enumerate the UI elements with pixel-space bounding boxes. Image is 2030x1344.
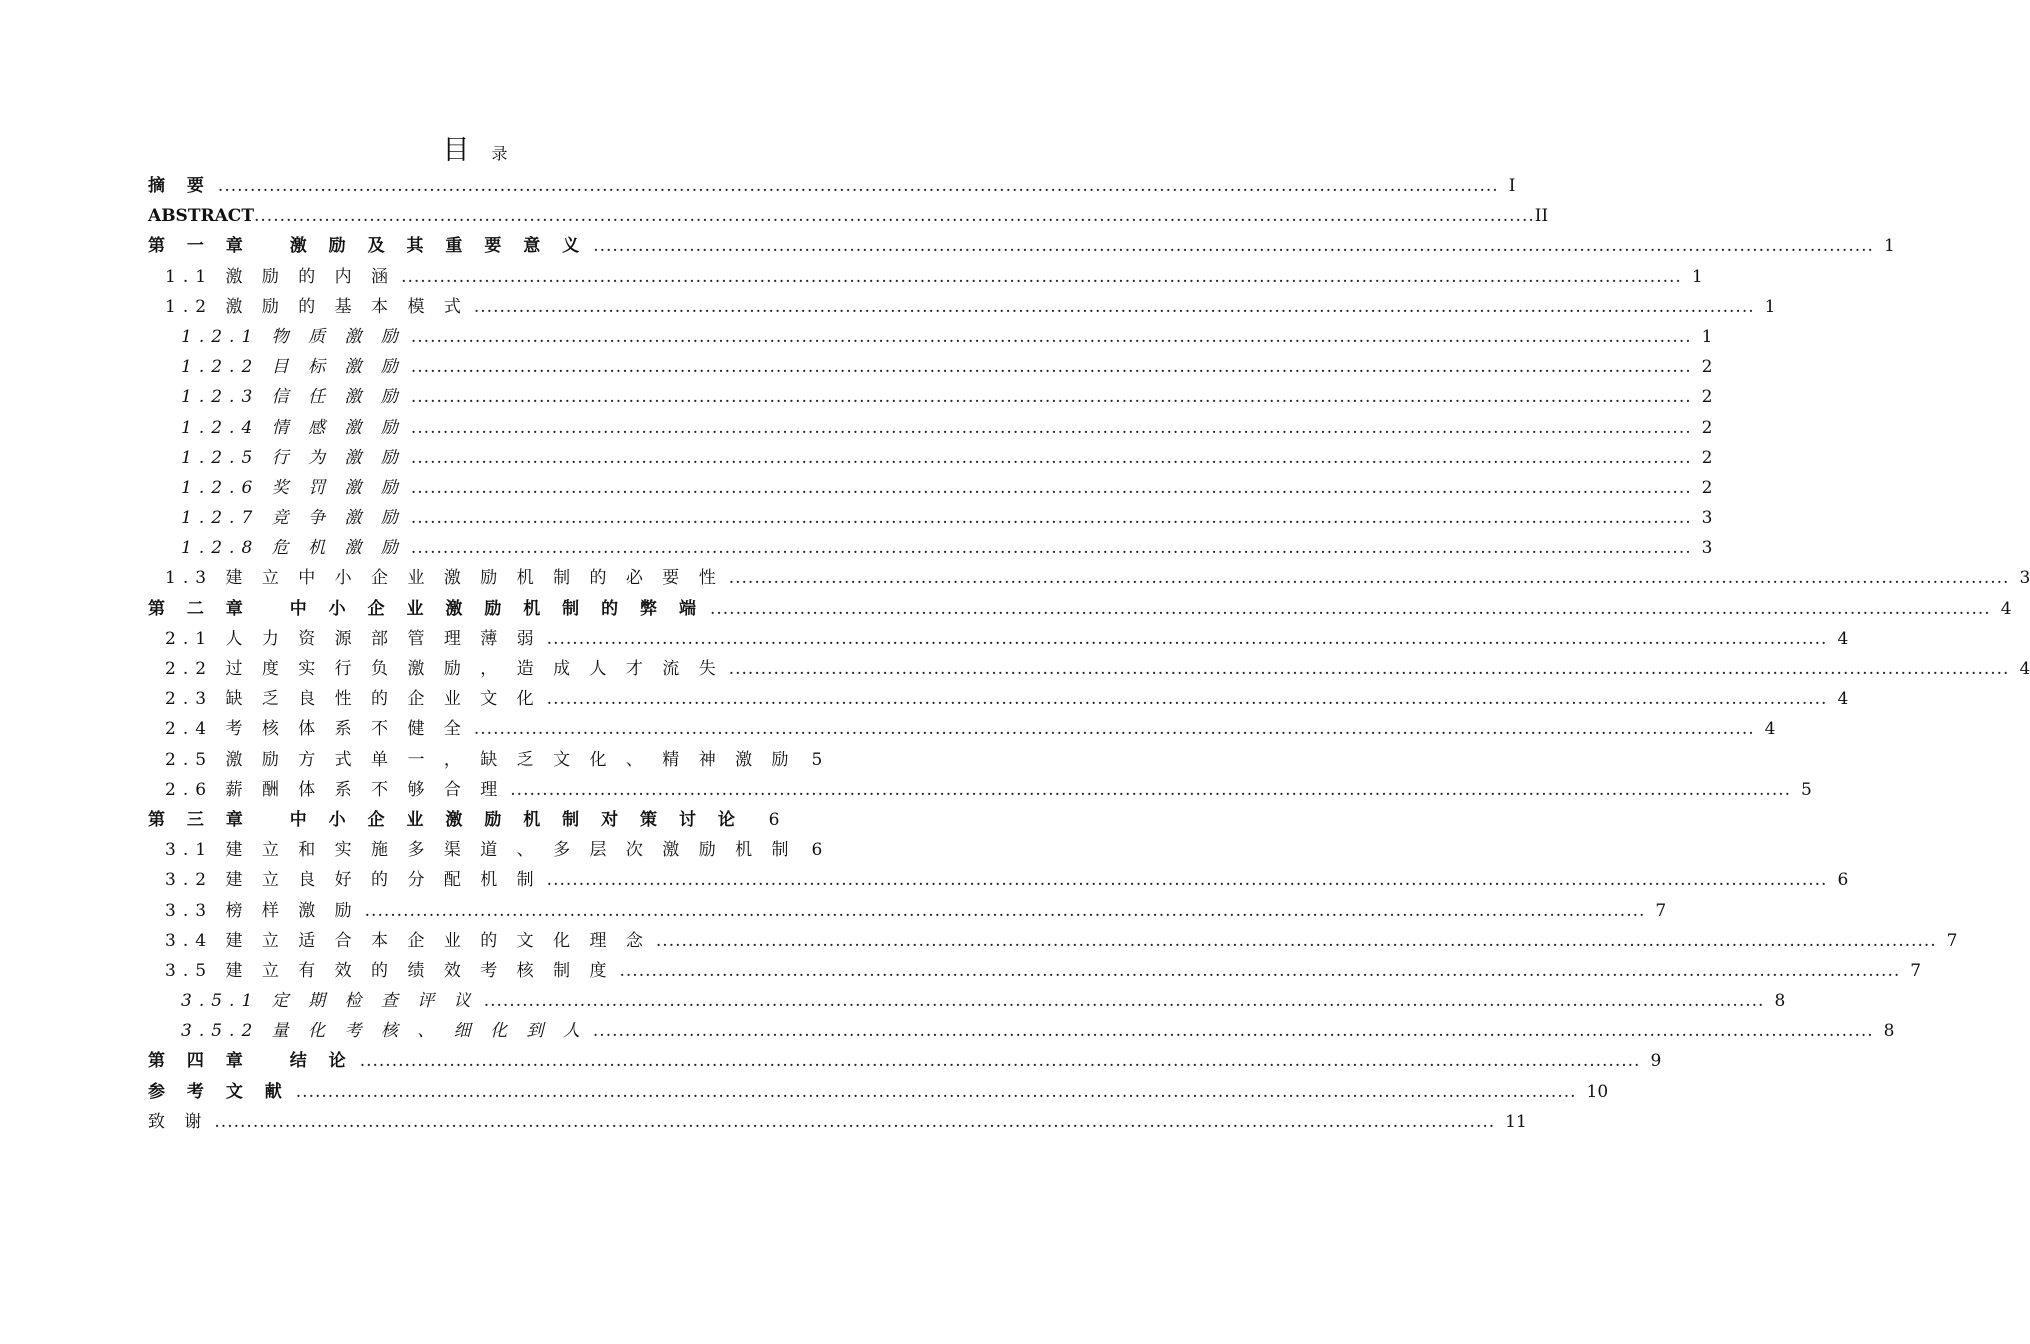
toc-leader-dots: ........................................................................................................................................................................................................: [593, 236, 1874, 257]
toc-entry-label: 1.2.2 目 标 激 励: [181, 357, 405, 378]
toc-entry[interactable]: [148, 322, 1713, 352]
toc-leader-dots: ........................................................................................................................................................................................................: [217, 176, 1499, 196]
toc-entry[interactable]: [148, 986, 1786, 1016]
toc-entry-label: 3.4 建 立 适 合 本 企 业 的 文 化 理 念: [165, 930, 650, 951]
toc-entry-label: 3.1 建 立 和 实 施 多 渠 道 、 多 层 次 激 励 机 制: [165, 840, 796, 861]
toc-entry-label: 1.2 激 励 的 基 本 模 式: [165, 296, 468, 317]
toc-entry-label: 1.2.7 竞 争 激 励: [181, 508, 405, 529]
toc-leader-dots: ........................................................................................................................................................................................................: [410, 508, 1692, 529]
toc-entry-page: 7: [1655, 900, 1667, 921]
toc-entry-label: 参 考 文 献: [148, 1081, 290, 1102]
toc-leader-dots: ........................................................................................................................................................................................................: [364, 900, 1646, 921]
toc-entry-label: 2.2 过 度 实 行 负 激 励 ， 造 成 人 才 流 失: [165, 659, 723, 679]
toc-entry[interactable]: [148, 654, 2030, 684]
toc-entry-page: 6: [811, 840, 823, 861]
toc-leader-dots: ........................................................................................................................................................................................................: [546, 628, 1828, 649]
toc-entry-label: 1.1 激 励 的 内 涵: [165, 266, 396, 287]
toc-entry[interactable]: [148, 413, 1713, 443]
toc-entry-page: 5: [1801, 779, 1812, 800]
toc-entry[interactable]: [148, 775, 1812, 805]
toc-entry-label: 3.5.2 量 化 考 核 、 细 化 到 人: [181, 1021, 587, 1042]
toc-title: [0, 128, 950, 167]
toc-entry-page: I: [1508, 176, 1516, 196]
toc-entry[interactable]: [148, 171, 1516, 201]
toc-leader-dots: ........................................................................................................................................................................................................: [510, 779, 1792, 800]
toc-leader-dots: ........................................................................................................................................................................................................: [728, 659, 2010, 679]
toc-leader-dots: ........................................................................................................................................................................................................: [546, 870, 1828, 891]
toc-entry[interactable]: [148, 231, 1895, 261]
toc-leader-dots: ........................................................................................................................................................................................................: [410, 538, 1692, 559]
toc-entry[interactable]: [148, 714, 1776, 744]
toc-leader-dots: ........................................................................................................................................................................................................: [410, 447, 1692, 468]
toc-title-main: 目: [442, 135, 470, 166]
toc-entry-page: 1: [1764, 296, 1776, 317]
toc-leader-dots: ........................................................................................................................................................................................................: [473, 296, 1755, 317]
toc-entry[interactable]: [148, 805, 788, 835]
toc-entry-label: 3.5 建 立 有 效 的 绩 效 考 核 制 度: [165, 960, 614, 981]
toc-entry-page: 2: [1701, 477, 1713, 498]
toc-entry[interactable]: [148, 1107, 1527, 1137]
toc-entry[interactable]: [148, 624, 1849, 654]
toc-leader-dots: ........................................................................................................................................................................................................: [253, 206, 1535, 227]
toc-entry[interactable]: [148, 201, 1549, 231]
toc-entry[interactable]: [148, 1046, 1662, 1076]
toc-leader-dots: ........................................................................................................................................................................................................: [410, 387, 1692, 408]
toc-entry-page: 8: [1774, 991, 1786, 1012]
toc-entry[interactable]: [148, 1077, 1609, 1107]
toc-entry[interactable]: [148, 473, 1713, 503]
toc-entry[interactable]: [148, 956, 1922, 986]
toc-entry-page: 3: [2019, 568, 2030, 589]
toc-leader-dots: ........................................................................................................................................................................................................: [410, 326, 1692, 347]
toc-entry-page: 4: [2000, 598, 2012, 619]
toc-entry-page: 8: [1883, 1021, 1895, 1042]
toc-leader-dots: ........................................................................................................................................................................................................: [619, 960, 1901, 981]
toc-entry-label: 第 一 章 激 励 及 其 重 要 意 义: [148, 236, 588, 257]
toc-entry[interactable]: [148, 262, 1703, 292]
toc-entry-label: 1.2.6 奖 罚 激 励: [181, 477, 405, 498]
toc-entry-label: 2.6 薪 酬 体 系 不 够 合 理: [165, 779, 505, 800]
toc-entry[interactable]: [148, 533, 1713, 563]
toc-entry[interactable]: [148, 352, 1713, 382]
toc-entry[interactable]: [148, 684, 1849, 714]
toc-entry-page: 10: [1586, 1081, 1609, 1102]
toc-entry[interactable]: [148, 896, 1667, 926]
toc-entry-label: 1.2.5 行 为 激 励: [181, 447, 405, 468]
toc-entry-page: 7: [1910, 960, 1922, 981]
toc-entry-label: 2.5 激 励 方 式 单 一 ， 缺 乏 文 化 、 精 神 激 励: [165, 749, 796, 770]
toc-entry[interactable]: [148, 926, 1958, 956]
toc-entry-page: 4: [1764, 719, 1776, 740]
toc-entry-page: 1: [1883, 236, 1895, 257]
toc-entry-page: 3: [1701, 538, 1713, 559]
table-of-contents: [148, 171, 2030, 1137]
toc-entry-page: 1: [1691, 266, 1703, 287]
toc-entry-label: 2.3 缺 乏 良 性 的 企 业 文 化: [165, 689, 541, 710]
toc-entry[interactable]: [148, 443, 1713, 473]
toc-entry-label: 致 谢: [148, 1111, 209, 1132]
toc-entry-page: 6: [768, 809, 780, 830]
toc-leader-dots: ........................................................................................................................................................................................................: [473, 719, 1755, 740]
toc-entry-label: 第 二 章 中 小 企 业 激 励 机 制 的 弊 端: [148, 598, 704, 619]
toc-entry-page: 4: [2019, 659, 2030, 679]
toc-entry-page: 9: [1650, 1051, 1662, 1072]
toc-leader-dots: ........................................................................................................................................................................................................: [401, 266, 1682, 287]
toc-entry-label: 1.2.8 危 机 激 励: [181, 538, 405, 559]
toc-leader-dots: ........................................................................................................................................................................................................: [410, 477, 1692, 498]
toc-leader-dots: ........................................................................................................................................................................................................: [592, 1021, 1874, 1042]
toc-entry[interactable]: [148, 745, 823, 775]
toc-leader-dots: ........................................................................................................................................................................................................: [214, 1111, 1496, 1132]
toc-leader-dots: ........................................................................................................................................................................................................: [709, 598, 1991, 619]
toc-leader-dots: ........................................................................................................................................................................................................: [655, 930, 1937, 951]
toc-entry[interactable]: [148, 865, 1849, 895]
toc-entry-label: 1.3 建 立 中 小 企 业 激 励 机 制 的 必 要 性: [165, 568, 723, 589]
toc-entry-label: 第 三 章 中 小 企 业 激 励 机 制 对 策 讨 论: [148, 809, 743, 830]
toc-entry-label: 3.5.1 定 期 检 查 评 议: [181, 991, 478, 1012]
toc-entry-label: 1.2.1 物 质 激 励: [181, 326, 405, 347]
toc-leader-dots: ........................................................................................................................................................................................................: [295, 1081, 1577, 1102]
toc-entry-label: 第 四 章 结 论: [148, 1051, 354, 1072]
toc-entry-page: 4: [1837, 628, 1849, 649]
toc-entry-page: 2: [1701, 357, 1713, 378]
toc-entry-page: 4: [1837, 689, 1849, 710]
toc-entry[interactable]: [148, 594, 2012, 624]
toc-entry-label: 3.2 建 立 良 好 的 分 配 机 制: [165, 870, 541, 891]
toc-entry[interactable]: [148, 503, 1713, 533]
toc-leader-dots: ........................................................................................................................................................................................................: [359, 1051, 1641, 1072]
toc-leader-dots: ........................................................................................................................................................................................................: [546, 689, 1828, 710]
toc-entry[interactable]: [148, 382, 1713, 412]
toc-entry[interactable]: [148, 563, 2030, 593]
toc-entry-page: 6: [1837, 870, 1849, 891]
toc-entry-page: 2: [1701, 447, 1713, 468]
toc-leader-dots: [749, 805, 750, 835]
toc-entry-label: 1.2.3 信 任 激 励: [181, 387, 405, 408]
toc-entry[interactable]: [148, 292, 1776, 322]
toc-entry-page: II: [1534, 206, 1549, 227]
toc-entry-page: 11: [1505, 1111, 1527, 1132]
toc-entry-label: 摘 要: [148, 176, 212, 196]
toc-entry-label: ABSTRACT: [148, 206, 254, 227]
toc-entry-label: 3.3 榜 样 激 励: [165, 900, 359, 921]
toc-entry-page: 2: [1701, 417, 1713, 438]
toc-leader-dots: ........................................................................................................................................................................................................: [483, 991, 1765, 1012]
toc-title-sub: 录: [491, 144, 508, 163]
toc-entry-page: 2: [1701, 387, 1713, 408]
toc-leader-dots: ........................................................................................................................................................................................................: [410, 417, 1692, 438]
toc-entry-label: 1.2.4 情 感 激 励: [181, 417, 405, 438]
toc-entry[interactable]: [148, 1016, 1895, 1046]
toc-entry-page: 7: [1946, 930, 1958, 951]
toc-leader-dots: ........................................................................................................................................................................................................: [410, 357, 1692, 378]
toc-entry-page: 1: [1701, 326, 1713, 347]
toc-entry[interactable]: [148, 835, 823, 865]
toc-leader-dots: ........................................................................................................................................................................................................: [728, 568, 2010, 589]
toc-entry-page: 5: [811, 749, 823, 770]
toc-entry-label: 2.1 人 力 资 源 部 管 理 薄 弱: [165, 628, 541, 649]
toc-entry-page: 3: [1701, 508, 1713, 529]
toc-entry-label: 2.4 考 核 体 系 不 健 全: [165, 719, 468, 740]
